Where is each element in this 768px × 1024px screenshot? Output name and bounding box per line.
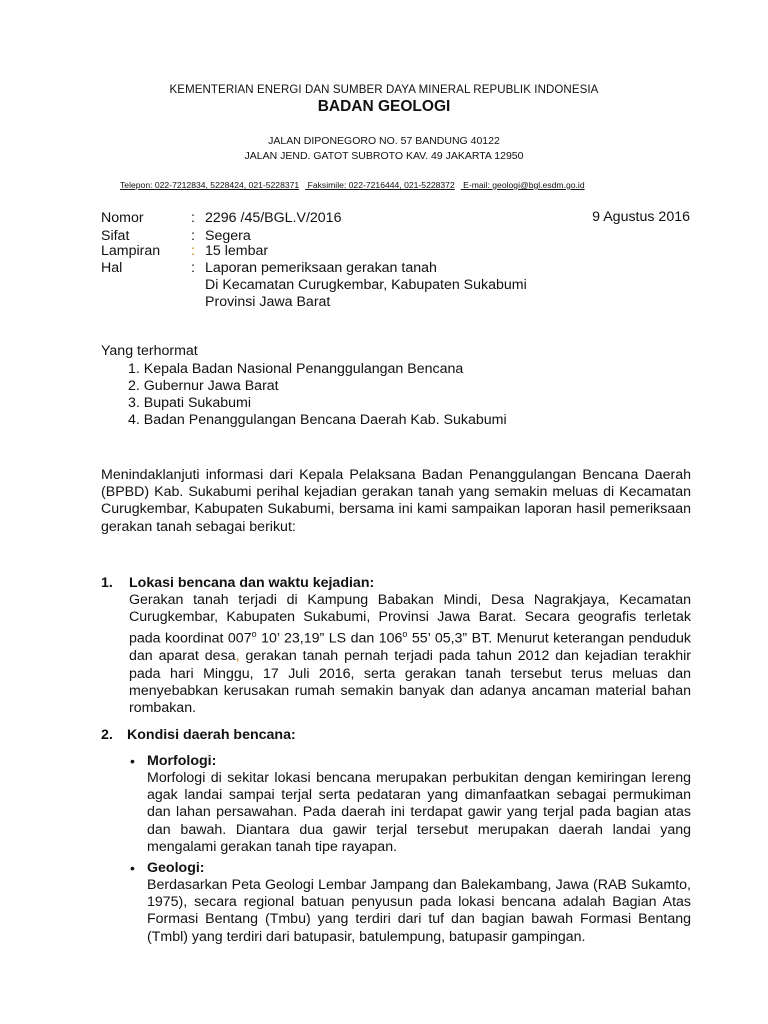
bullet-icon: • [130, 753, 135, 769]
text-part: 10’ 23,19” LS dan 106 [256, 631, 403, 648]
hal-line-3: Provinsi Jawa Barat [205, 294, 331, 310]
lampiran-label: Lampiran [101, 243, 161, 259]
recipient-item: 2. Gubernur Jawa Barat [128, 378, 279, 394]
sifat-label: Sifat [101, 228, 130, 244]
section-1-paragraph [129, 592, 691, 717]
colon: : [191, 228, 195, 244]
morfologi-title: Morfologi: [147, 753, 217, 769]
section-1-number: 1. [101, 575, 113, 591]
hal-label: Hal [101, 260, 123, 276]
colon: : [191, 260, 195, 276]
greeting: Yang terhormat [101, 343, 198, 359]
recipient-item: 3. Bupati Sukabumi [128, 395, 252, 411]
colon: : [191, 210, 195, 226]
text-comma: , [235, 648, 240, 665]
recipient-item: 4. Badan Penanggulangan Bencana Daerah Kab. Sukabumi [128, 412, 507, 428]
agency-heading: BADAN GEOLOGI [317, 98, 451, 115]
nomor-label: Nomor [101, 210, 144, 226]
ministry-heading: KEMENTERIAN ENERGI DAN SUMBER DAYA MINERAL REPUBLIK INDONESIA [169, 84, 599, 96]
nomor-value: 2296 /45/BGL.V/2016 [205, 210, 342, 226]
intro-paragraph: Menindaklanjuti informasi dari Kepala Pelaksana Badan Penanggulangan Bencana Daerah (BPBD) Kab. Sukabumi perihal kejadian gerakan tanah yang semakin meluas di Kecamatan Curugkembar, Kabupaten Sukabumi, bersama ini kami sampaikan laporan hasil pemeriksaan gerakan tanah sebagai berikut: [101, 467, 691, 535]
email-link[interactable]: E-mail: geologi@bgl.esdm.go.id [463, 180, 585, 190]
lampiran-value: 15 lembar [205, 243, 269, 259]
address-jakarta: JALAN JEND. GATOT SUBROTO KAV. 49 JAKARTA 12950 [244, 150, 524, 162]
bullet-icon: • [130, 860, 135, 876]
geologi-paragraph: Berdasarkan Peta Geologi Lembar Jampang dan Balekambang, Jawa (RAB Sukamto, 1975), secara regional batuan penyusun pada lokasi bencana adalah Bagian Atas Formasi Bentang (Tmbu) yang terdiri dari tuf dan bagian bawah Formasi Bentang (Tmbl) yang terdiri dari batupasir, batulempung, batupasir gampingan. [147, 877, 691, 945]
section-1-title: Lokasi bencana dan waktu kejadian: [129, 575, 375, 591]
section-2-title: Kondisi daerah bencana: [127, 727, 296, 743]
degree-sign: o [251, 629, 257, 640]
contact-line [120, 180, 591, 190]
degree-sign: o [402, 629, 408, 640]
hal-line-2: Di Kecamatan Curugkembar, Kabupaten Sukabumi [205, 277, 527, 293]
faksimile: Faksimile: 022-7216444, 021-5228372 [307, 180, 455, 190]
morfologi-paragraph: Morfologi di sekitar lokasi bencana merupakan perbukitan dengan kemiringan lereng agak landai sampai terjal serta pedataran yang dimanfaatkan sebagai permukiman dan lahan persawahan. Pada daerah ini terdapat gawir yang terjal pada bagian atas dan bawah. Diantara dua gawir terjal tersebut merupakan daerah landai yang mengalami gerakan tanah tipe rayapan. [147, 770, 691, 855]
text-part: gerakan tanah pernah terjadi pada tahun 2012 dan kejadian terakhir pada hari Minggu, 17 Juli 2016, serta gerakan tanah tersebut terus meluas dan menyebabkan kerusakan rumah semakin banyak dan adanya ancaman material bahan rombakan. [129, 648, 691, 716]
section-2-number: 2. [101, 727, 113, 743]
address-bandung: JALAN DIPONEGORO NO. 57 BANDUNG 40122 [268, 135, 500, 147]
colon: : [191, 243, 195, 259]
sifat-value: Segera [205, 228, 251, 244]
text-part: Gerakan tanah terjadi di Kampung Babakan Mindi, Desa Nagrakjaya, Kecamatan Curugkembar, Kabupaten Sukabumi, Provinsi Jawa Barat. Secara geografis terletak pada koordinat 007 [129, 592, 691, 648]
text-part: 55’ 05,3” BT. Menurut keterangan penduduk dan aparat desa [129, 631, 691, 665]
recipient-list [128, 361, 507, 429]
hal-line-1: Laporan pemeriksaan gerakan tanah [205, 260, 437, 276]
recipient-item: 1. Kepala Badan Nasional Penanggulangan Bencana [128, 361, 464, 377]
letter-date: 9 Agustus 2016 [592, 209, 690, 225]
geologi-title: Geologi: [147, 860, 205, 876]
telepon: Telepon: 022-7212834, 5228424, 021-5228371 [120, 180, 300, 190]
